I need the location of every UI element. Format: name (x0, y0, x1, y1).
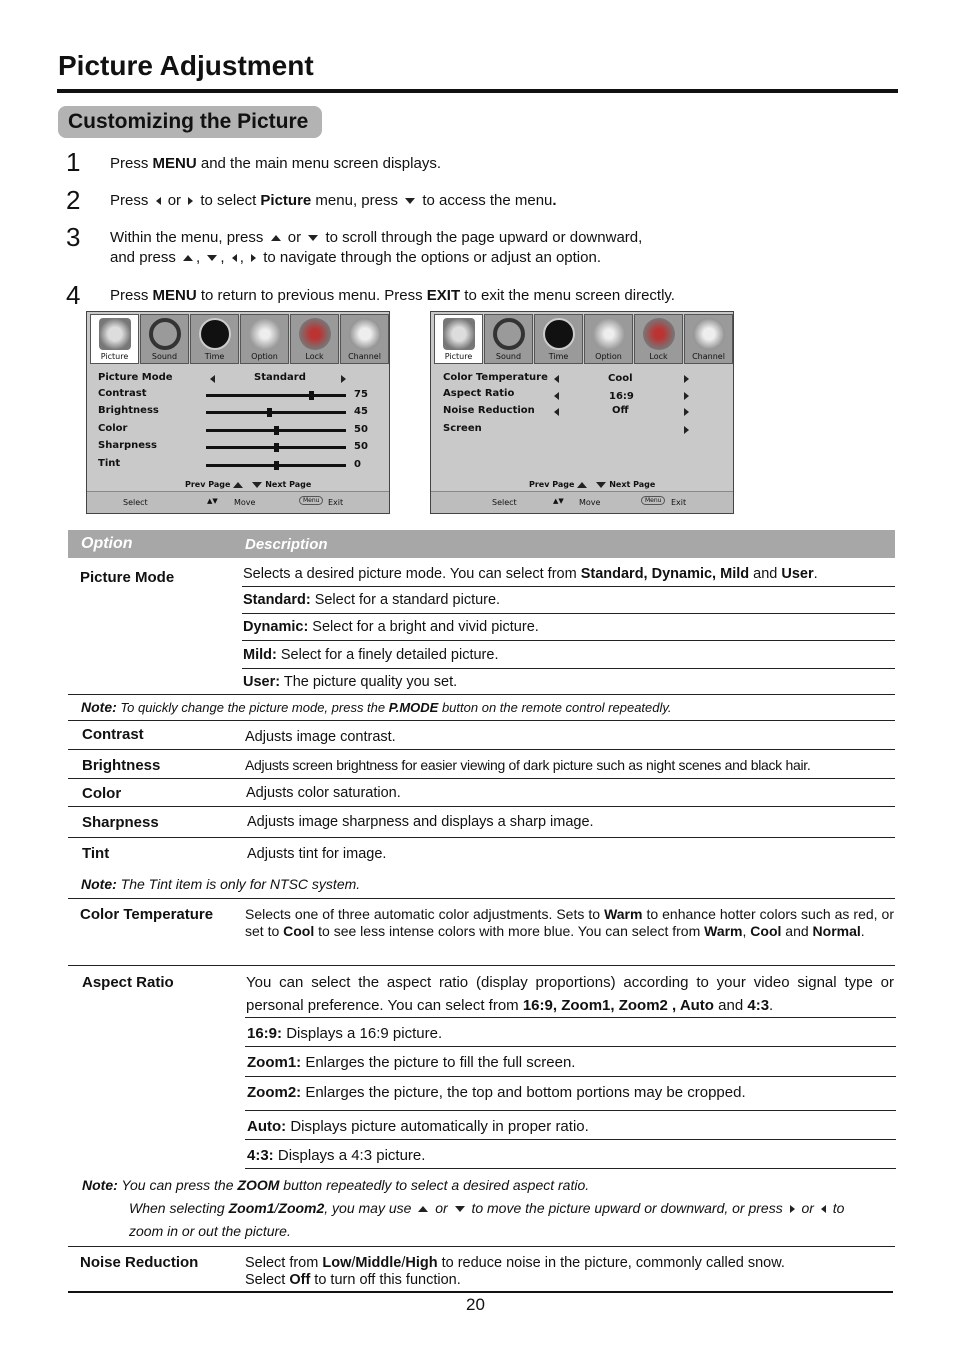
description-text: Auto: Displays picture automatically in proper ratio. (247, 1118, 589, 1135)
menu-item-label[interactable]: Screen (443, 423, 482, 434)
row-divider (68, 749, 895, 750)
menu-item-label[interactable]: Sharpness (98, 440, 157, 451)
right-arrow-icon[interactable] (684, 375, 689, 383)
up-arrow-icon (418, 1206, 428, 1212)
headphones-icon (149, 318, 181, 350)
tab-picture[interactable] (434, 314, 483, 364)
note-text: When selecting Zoom1/Zoom2, you may use or to move the picture upward or downward, or press or to (129, 1200, 845, 1216)
option-column-header: Option (81, 535, 133, 552)
description-text: Adjusts image contrast. (245, 729, 396, 745)
right-arrow-icon[interactable] (684, 392, 689, 400)
tab-lock[interactable] (290, 314, 339, 364)
menu-item-value: Standard (254, 372, 306, 383)
section-title: Customizing the Picture (58, 106, 322, 138)
menu-footer (87, 491, 389, 513)
tab-lock[interactable] (634, 314, 683, 364)
picture-menu-screenshot (86, 311, 390, 514)
menu-item-label[interactable]: Tint (98, 458, 121, 469)
nav-buttons-icon: ▲▼ (207, 497, 218, 505)
menu-item-label[interactable]: Picture Mode (98, 372, 173, 383)
row-divider (68, 720, 895, 721)
pager (185, 480, 311, 489)
row-divider (245, 1139, 896, 1140)
note-text: Note: To quickly change the picture mode, press the P.MODE button on the remote control repeatedly. (81, 699, 672, 715)
description-text: Select Off to turn off this function. (245, 1272, 461, 1288)
row-divider (242, 613, 895, 614)
step-3-line-2: and press , , , to navigate through the options or adjust an option. (110, 249, 601, 266)
camera-icon (443, 318, 475, 350)
row-divider (68, 806, 895, 807)
pager (529, 480, 655, 489)
down-arrow-icon (455, 1206, 465, 1212)
menu-footer (431, 491, 733, 513)
left-arrow-icon (232, 254, 237, 262)
slider-track[interactable] (206, 394, 346, 397)
menu-button-icon: Menu (641, 496, 665, 505)
menu-item-value: 16:9 (609, 391, 634, 402)
row-divider (68, 1246, 895, 1247)
row-divider (245, 1046, 896, 1047)
tab-label: Picture (444, 352, 473, 361)
up-arrow-icon (183, 255, 193, 261)
note-text: zoom in or out the picture. (129, 1223, 291, 1239)
down-arrow-icon (207, 255, 217, 261)
row-divider (245, 1110, 896, 1111)
clock-icon (199, 318, 231, 350)
down-arrow-icon (405, 198, 415, 204)
slider-knob[interactable] (309, 391, 314, 400)
description-column-header: Description (245, 536, 328, 553)
camera-icon (99, 318, 131, 350)
headphones-icon (493, 318, 525, 350)
left-arrow-icon[interactable] (554, 375, 559, 383)
description-text: Adjusts color saturation. (246, 785, 401, 801)
row-divider (68, 837, 895, 838)
select-hint: Select (492, 498, 517, 507)
description-text: Adjusts screen brightness for easier viewing of dark picture such as night scenes and black hair. (245, 757, 811, 773)
right-arrow-icon[interactable] (341, 375, 346, 383)
description-text: 4:3: Displays a 4:3 picture. (247, 1147, 426, 1164)
option-label: Picture Mode (80, 569, 175, 586)
step-number: 1 (66, 147, 81, 177)
menu-item-value: Off (612, 405, 629, 416)
menu-tabs (90, 314, 389, 364)
row-divider (245, 1168, 896, 1169)
slider-value: 0 (354, 459, 361, 470)
title-rule (57, 89, 898, 93)
tab-label: Option (251, 352, 278, 361)
tools-icon (249, 318, 281, 350)
prev-page-label[interactable]: Prev Page (529, 480, 575, 489)
up-arrow-icon (577, 482, 587, 488)
next-page-label[interactable]: Next Page (265, 480, 312, 489)
right-arrow-icon[interactable] (684, 408, 689, 416)
row-divider (242, 586, 895, 587)
tab-label: Picture (100, 352, 129, 361)
note-text: Note: The Tint item is only for NTSC system. (81, 876, 361, 892)
option-label: Color Temperature (80, 906, 214, 923)
row-divider (242, 640, 895, 641)
page-title: Picture Adjustment (58, 50, 314, 81)
menu-button-icon: Menu (299, 496, 323, 505)
menu-item-label[interactable]: Noise Reduction (443, 405, 535, 416)
down-arrow-icon (308, 235, 318, 241)
description-text: Selects a desired picture mode. You can select from Standard, Dynamic, Mild and User. (243, 566, 818, 582)
note-text: Note: You can press the ZOOM button repeatedly to select a desired aspect ratio. (82, 1177, 590, 1193)
slider-track[interactable] (206, 411, 346, 414)
move-hint: Move (234, 498, 256, 507)
option-label: Aspect Ratio (82, 974, 174, 991)
tab-label: Time (548, 352, 569, 361)
tab-option[interactable] (584, 314, 633, 364)
row-divider (68, 778, 895, 779)
description-text: Select from Low/Middle/High to reduce noise in the picture, commonly called snow. (245, 1255, 785, 1271)
row-divider (242, 668, 895, 669)
menu-item-label[interactable]: Color (98, 423, 128, 434)
tab-label: Channel (692, 352, 725, 361)
slider-knob[interactable] (274, 461, 279, 470)
description-text: User: The picture quality you set. (243, 674, 458, 690)
tab-option[interactable] (240, 314, 289, 364)
slider-knob[interactable] (274, 426, 279, 435)
description-text: Adjusts image sharpness and displays a sharp image. (247, 814, 594, 830)
description-text: 16:9: Displays a 16:9 picture. (247, 1025, 443, 1042)
option-label: Brightness (82, 757, 161, 774)
picture-menu-page-2-screenshot (430, 311, 734, 514)
down-arrow-icon (252, 482, 262, 488)
menu-item-value: Cool (608, 373, 633, 384)
up-arrow-icon (271, 235, 281, 241)
step-3-line-1: Within the menu, press or to scroll through the page upward or downward, (110, 229, 643, 246)
description-text: Zoom1: Enlarges the picture to fill the full screen. (247, 1054, 576, 1071)
tab-picture[interactable] (90, 314, 139, 364)
slider-knob[interactable] (267, 408, 272, 417)
row-divider (68, 965, 895, 966)
step-number: 4 (66, 280, 81, 310)
tab-label: Lock (305, 352, 324, 361)
menu-item-label[interactable]: Contrast (98, 388, 147, 399)
description-text: Standard: Select for a standard picture. (243, 592, 501, 608)
slider-value: 50 (354, 424, 368, 435)
description-text: Mild: Select for a finely detailed picture. (243, 647, 499, 663)
menu-item-label[interactable]: Brightness (98, 405, 159, 416)
exit-hint: Exit (328, 498, 344, 507)
description-text: Zoom2: Enlarges the picture, the top and bottom portions may be cropped. (247, 1084, 746, 1101)
globe-icon (693, 318, 725, 350)
table-bottom-rule (68, 1291, 893, 1293)
table-header (68, 530, 895, 558)
description-text: You can select the aspect ratio (display proportions) according to your video signal type or personal preference. You can select from 16:9, Zoom1, Zoom2 , Auto and 4:3. (246, 974, 894, 1014)
menu-tabs (434, 314, 733, 364)
option-label: Sharpness (82, 814, 159, 831)
left-arrow-icon (156, 197, 161, 205)
option-label: Color (82, 785, 122, 802)
left-arrow-icon[interactable] (210, 375, 215, 383)
option-label: Noise Reduction (80, 1254, 199, 1271)
row-divider (245, 1017, 896, 1018)
page-number: 20 (466, 1295, 485, 1314)
globe-icon (349, 318, 381, 350)
slider-knob[interactable] (274, 443, 279, 452)
description-text: Selects one of three automatic color adjustments. Sets to Warm to enhance hotter colors such as red, or set to Cool to see less intense colors with more blue. You can select from Warm, Cool and Normal. (245, 906, 895, 939)
option-label: Tint (82, 845, 110, 862)
right-arrow-icon (790, 1205, 795, 1213)
step-1-text: Press MENU and the main menu screen displays. (110, 155, 441, 172)
tab-label: Option (595, 352, 622, 361)
lock-icon (299, 318, 331, 350)
select-hint: Select (123, 498, 148, 507)
menu-item-label[interactable]: Color Temperature (443, 372, 548, 383)
slider-value: 75 (354, 389, 368, 400)
down-arrow-icon (596, 482, 606, 488)
row-divider (245, 1076, 896, 1077)
right-arrow-icon (188, 197, 193, 205)
tab-label: Channel (348, 352, 381, 361)
tab-time[interactable] (534, 314, 583, 364)
tab-channel[interactable] (340, 314, 389, 364)
step-4-text: Press MENU to return to previous menu. Press EXIT to exit the menu screen directly. (110, 287, 675, 304)
up-arrow-icon (233, 482, 243, 488)
step-2-text: Press or to select Picture menu, press to access the menu. (110, 192, 557, 209)
tab-label: Lock (649, 352, 668, 361)
description-text: Dynamic: Select for a bright and vivid picture. (243, 619, 539, 635)
description-text: Adjusts tint for image. (247, 846, 387, 862)
tab-sound[interactable] (484, 314, 533, 364)
tools-icon (593, 318, 625, 350)
step-number: 2 (66, 185, 81, 215)
row-divider (68, 694, 895, 695)
next-page-label[interactable]: Next Page (609, 480, 656, 489)
step-number: 3 (66, 222, 81, 252)
slider-value: 50 (354, 441, 368, 452)
prev-page-label[interactable]: Prev Page (185, 480, 231, 489)
left-arrow-icon[interactable] (554, 408, 559, 416)
exit-hint: Exit (671, 498, 687, 507)
move-hint: Move (579, 498, 601, 507)
tab-label: Time (204, 352, 225, 361)
tab-label: Sound (151, 352, 178, 361)
nav-buttons-icon: ▲▼ (553, 497, 564, 505)
tab-sound[interactable] (140, 314, 189, 364)
right-arrow-icon[interactable] (684, 426, 689, 434)
row-divider (68, 898, 895, 899)
tab-label: Sound (495, 352, 522, 361)
tab-time[interactable] (190, 314, 239, 364)
option-label: Contrast (82, 726, 144, 743)
tab-channel[interactable] (684, 314, 733, 364)
menu-item-label[interactable]: Aspect Ratio (443, 388, 515, 399)
left-arrow-icon (821, 1205, 826, 1213)
left-arrow-icon[interactable] (554, 392, 559, 400)
right-arrow-icon (251, 254, 256, 262)
lock-icon (643, 318, 675, 350)
slider-value: 45 (354, 406, 368, 417)
clock-icon (543, 318, 575, 350)
